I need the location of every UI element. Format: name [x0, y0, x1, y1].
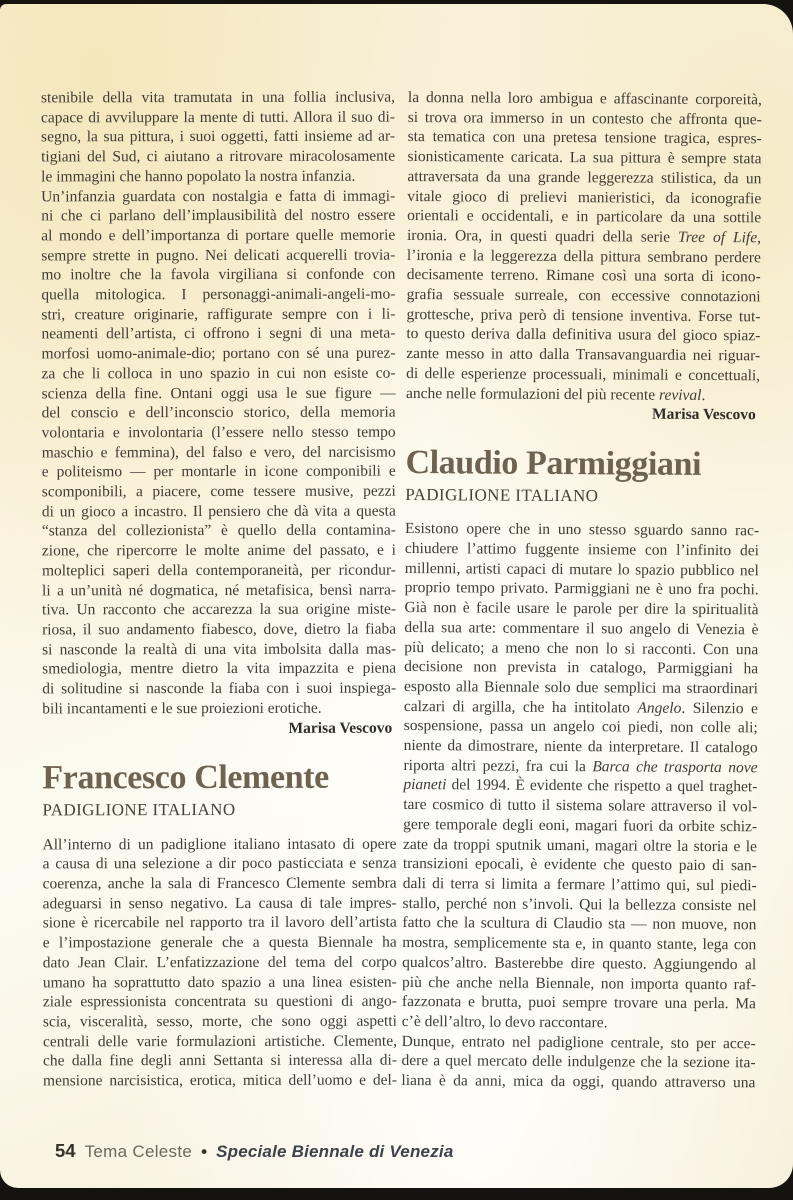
- text-span: esposto alla Biennale solo due semplici ma straordinari: [403, 677, 759, 698]
- text-span: grottesche, priva però di tensione inventiva. Forse tut-: [406, 305, 761, 326]
- text-span: liana è da anni, mica da oggi, quando attraverso una: [401, 1072, 756, 1092]
- text-span: più che anche nella Biennale, non importa quanto raf-: [402, 973, 757, 993]
- text-line: [42, 580, 396, 600]
- italic-text: revival: [658, 386, 702, 404]
- text-span: e l’impostazione generale che a questa Biennale ha: [42, 933, 397, 952]
- text-line: [43, 992, 397, 1012]
- text-span: molteplici saperi della contemporaneità, per ricondur-: [41, 561, 396, 580]
- text-span: riporta altri pezzi, fra cui la: [403, 756, 593, 776]
- text-span: fatto che la scultura di Claudio sta — non muove, non: [402, 914, 757, 934]
- text-line: [407, 226, 761, 248]
- text-span: proprio tempo privato. Parmiggiani ne è uno fra pochi.: [404, 579, 759, 599]
- text-span: mensione narcisistica, erotica, mitica dell’uomo e del-: [43, 1071, 398, 1090]
- text-span: mostra, semplicemente sta e, in quanto stante, lega con: [402, 934, 757, 954]
- text-line: [42, 561, 396, 581]
- text-line: [43, 972, 397, 992]
- text-line: [407, 167, 761, 189]
- text-line: [408, 88, 762, 110]
- text-span: si nasconde la realtà di una vita imbolsita dalla mas-: [42, 640, 397, 659]
- text-span: ziale espressionista concentrata su questioni di ango-: [42, 992, 397, 1011]
- paragraph: [402, 519, 759, 1034]
- text-span: più delicato; a meno che non lo si racconti. Con una: [404, 638, 759, 658]
- text-span: tigiani del Sud, ci aiutano a ritrovare miracolosamente: [41, 147, 396, 166]
- text-line: [407, 206, 761, 228]
- text-span: decisamente terreno. Rimane così una sorta di icono-: [406, 266, 761, 286]
- paragraph: [406, 88, 762, 406]
- article-heading-parmiggiani: Claudio Parmiggiani: [405, 443, 702, 483]
- text-line: [42, 620, 396, 640]
- text-span: coerenza, anche la sala di Francesco Clemente sembra: [42, 874, 397, 893]
- text-span: sta tematica con una pretesa tensione tragica, espres-: [407, 128, 762, 148]
- text-span: orientali e occidentali, e in particolare da una sottile: [407, 207, 762, 227]
- text-line: [406, 344, 760, 366]
- text-line: [41, 285, 395, 305]
- text-span: sione è ricercabile nel rapporto tra il lavoro dell’artista: [42, 914, 397, 932]
- text-line: [403, 775, 757, 797]
- text-line: [401, 1051, 755, 1073]
- text-span: stenibile della vita tramutata in una follia inclusiva,: [40, 88, 395, 107]
- text-line: [403, 756, 757, 778]
- text-span: zate da troppi sputnik umani, magari oltre la storia e le: [402, 835, 758, 855]
- text-span: dato Jean Clair. L’enfatizzazione del tema del corpo: [42, 953, 397, 972]
- magazine-title: Tema Celeste: [84, 1142, 193, 1161]
- text-span: millenni, artisti capaci di mutare lo spazio pubblico nel: [404, 559, 759, 580]
- text-line: [406, 324, 760, 346]
- text-line: [42, 679, 396, 699]
- text-span: quella mitologica. I personaggi-animali-angeli-mo-: [41, 285, 396, 304]
- italic-text: pianeti: [403, 776, 447, 794]
- text-span: scienza della fine. Ontani oggi usa le sue figure —: [41, 384, 396, 402]
- article-subheading: PADIGLIONE ITALIANO: [405, 484, 599, 505]
- text-line: [42, 482, 396, 502]
- text-line: [404, 736, 758, 758]
- text-line: [407, 246, 761, 268]
- text-line: [405, 539, 759, 561]
- text-span: calzari di argilla, che ha intitolato: [403, 697, 638, 717]
- text-span: sospensione, passa un angelo coi piedi, non colle ali;: [403, 717, 758, 737]
- text-line: [403, 894, 757, 916]
- text-span: dali di terra si limita a fermare l’attimo qui, sul piedi-: [402, 874, 757, 895]
- text-span: adeguarsi in senso negativo. La causa di tale impres-: [42, 894, 397, 913]
- text-line: [403, 874, 757, 896]
- text-span: di un gioco a incastro. Il pensiero che dà vita a questa: [41, 502, 396, 521]
- text-line: [407, 265, 761, 287]
- text-span: del 1994. È evidente che rispetto a quel traghet-: [446, 776, 758, 796]
- text-line: [43, 952, 397, 972]
- text-line: [402, 992, 756, 1014]
- paragraph: [41, 186, 396, 719]
- text-line: [43, 1012, 397, 1032]
- text-line: [41, 107, 395, 127]
- text-span: centrali delle varie formulazioni artistiche. Clemente,: [42, 1032, 397, 1050]
- text-span: gere temporale degli eoni, magari fuori da orbite schiz-: [403, 815, 758, 836]
- text-span: qualcos’altro. Basterebbe dire questo. Aggiungendo al: [402, 953, 757, 974]
- text-line: [402, 933, 756, 955]
- text-span: sionisticamente caricata. La sua pittura è sempre stata: [407, 148, 762, 168]
- text-span: Già non è facile usare le parole per dire la spiritualità: [404, 599, 759, 619]
- text-line: [404, 697, 758, 719]
- text-line: [42, 600, 396, 620]
- text-span: mo inoltre che la favola virgiliana si confonde con: [41, 265, 396, 284]
- text-span: bili incantamenti e le sue proiezioni erotiche.: [42, 699, 322, 718]
- text-line: [41, 344, 395, 364]
- text-line: [403, 795, 757, 817]
- text-line: [42, 423, 396, 443]
- text-line: [403, 835, 757, 857]
- text-line: [402, 1012, 756, 1034]
- text-span: sempre strette in pugno. Nei delicati acquerelli trovia-: [41, 246, 396, 264]
- text-line: [404, 677, 758, 699]
- text-span: “stanza del collezionista” è quello della contamina-: [41, 522, 396, 540]
- text-span: decisione non prevista in catalogo, Parmiggiani ha: [404, 658, 759, 678]
- text-line: [403, 854, 757, 876]
- paragraph: [401, 1032, 755, 1093]
- text-span: All’interno di un padiglione italiano intasato di opere: [42, 835, 397, 853]
- paragraph: [41, 88, 395, 187]
- text-line: [41, 147, 395, 167]
- text-line: [42, 363, 396, 383]
- text-span: morfosi uomo-animale-dio; portano con sé una purez-: [41, 344, 396, 363]
- text-span: di solitudine si nasconde la fiaba con i suoi inspiega-: [42, 679, 397, 698]
- article-heading-clemente: Francesco Clemente: [42, 758, 329, 797]
- text-span: riosa, il suo andamento fiabesco, dove, dietro la fiaba: [42, 620, 397, 639]
- text-span: scia, visceralità, sesso, morte, che sono oggi aspetti: [42, 1012, 397, 1031]
- text-line: [403, 815, 757, 837]
- text-span: stallo, perché non s’involi. Qui la bellezza consiste nel: [402, 894, 757, 915]
- text-line: [42, 639, 396, 659]
- magazine-page: [0, 4, 793, 1188]
- text-span: transizioni epocali, è evidente che questo paio di san-: [402, 855, 757, 875]
- italic-text: Barca che trasporta nove: [592, 758, 758, 777]
- text-span: li a un’unità né dogmatica, né metafisica, bensì narra-: [41, 581, 397, 599]
- text-span: to questo deriva dalla definitiva usura del gioco spiaz-: [406, 325, 761, 345]
- text-line: [43, 1051, 397, 1071]
- column-right: [401, 88, 762, 1093]
- text-span: stri, creature originarie, raffigurate sempre con i li-: [41, 305, 396, 324]
- text-span: . Silenzio e: [681, 699, 758, 718]
- text-line: [404, 657, 758, 679]
- text-line: [41, 265, 395, 285]
- text-span: si trova ora immerso in un contesto che affronta que-: [407, 108, 762, 129]
- text-line: [41, 245, 395, 265]
- text-span: maschio e femmina), del falso e vero, del narcisismo: [41, 443, 396, 462]
- text-span: a causa di una selezione a dir poco pasticciata e senza: [42, 854, 397, 873]
- text-span: scomponibili, a piacere, come tessere musive, pezzi: [41, 482, 396, 501]
- text-span: tiva. Un racconto che accarezza la sua origine miste-: [42, 600, 397, 619]
- article-subheading: PADIGLIONE ITALIANO: [42, 799, 236, 820]
- text-line: [41, 304, 395, 324]
- text-line: [407, 147, 761, 169]
- text-span: umano ha soprattutto dato spazio a una linea esisten-: [42, 973, 397, 991]
- text-span: grafia sessuale surreale, con eccessive connotazioni: [406, 286, 761, 306]
- text-line: [41, 88, 395, 108]
- text-line: [406, 364, 760, 386]
- text-line: [41, 166, 395, 186]
- text-span: di delle esperienze processuali, minimali e concettuali,: [406, 364, 761, 385]
- text-line: [405, 519, 759, 541]
- text-span: Esistono opere che in uno stesso sguardo sanno rac-: [405, 520, 760, 540]
- text-line: [43, 933, 397, 953]
- text-span: neamenti dell’artista, ci offrono i segni di una meta-: [41, 325, 396, 343]
- text-span: capace di avviluppare la mente di tutti. Allora il suo di-: [40, 108, 396, 127]
- text-line: [404, 598, 758, 620]
- text-line: [42, 541, 396, 561]
- text-line: [402, 1032, 756, 1054]
- text-line: [43, 874, 397, 894]
- text-span: che dalla fine degli anni Settanta si interessa alla di-: [42, 1051, 398, 1070]
- text-line: [43, 1071, 397, 1091]
- text-span: Un’infanzia guardata con nostalgia e fatta di immagi-: [41, 187, 396, 205]
- text-line: [402, 953, 756, 975]
- text-span: fazzonata e brutta, puoi sempre trovare una perla. Ma: [401, 993, 756, 1013]
- text-span: vitale gioco di prelievi manieristici, da iconografie: [407, 187, 762, 207]
- text-span: zione, che ripercorre le molte anime del passato, e i: [41, 541, 396, 560]
- text-line: [43, 913, 397, 933]
- text-line: [41, 206, 395, 226]
- text-span: ,: [757, 229, 762, 247]
- text-line: [43, 834, 397, 854]
- bullet-separator: •: [201, 1142, 208, 1161]
- text-line: [42, 698, 396, 718]
- text-line: [404, 638, 758, 660]
- text-span: e politeismo — per montarle in icone componibili e: [41, 462, 396, 481]
- text-line: [404, 716, 758, 738]
- italic-text: Tree of Life: [677, 228, 758, 247]
- paragraph: [43, 834, 398, 1091]
- section-title: Speciale Biennale di Venezia: [216, 1142, 454, 1161]
- text-line: [408, 108, 762, 130]
- text-span: al mondo e dell’importanza di portare quelle memorie: [41, 226, 396, 245]
- text-line: [43, 854, 397, 874]
- text-span: ironia. Ora, in questi quadri della serie: [406, 226, 679, 246]
- text-line: [41, 127, 395, 147]
- text-line: [42, 659, 396, 679]
- text-span: niente da dimostrare, niente da interpretare. Il catalogo: [403, 737, 758, 757]
- text-line: [42, 403, 396, 423]
- text-line: [408, 127, 762, 149]
- text-span: segno, la sua pittura, i suoi oggetti, fatti insieme ad ar-: [41, 128, 396, 146]
- text-line: [42, 383, 396, 403]
- text-line: [42, 501, 396, 521]
- text-line: [41, 226, 395, 246]
- page-number: 54: [55, 1140, 76, 1161]
- text-span: attraversata da una grande leggerezza stilistica, da un: [407, 167, 762, 188]
- text-line: [405, 559, 759, 581]
- text-span: zante messo in atto dalla Transavanguardia nei riguar-: [406, 345, 761, 365]
- text-span: Dunque, entrato nel padiglione centrale, sto per acce-: [401, 1032, 756, 1052]
- author-byline: Marisa Vescovo: [652, 405, 756, 424]
- text-line: [41, 324, 395, 344]
- text-line: [42, 462, 396, 482]
- text-line: [406, 305, 760, 327]
- text-span: volontaria e involontaria (l’essere nello stesso tempo: [41, 423, 396, 442]
- text-line: [405, 578, 759, 600]
- text-span: chiudere l’attimo fuggente insieme con l’infinito dei: [404, 540, 759, 560]
- text-line: [404, 618, 758, 640]
- text-span: ni che ci parlano dell’implausibilità del nostro essere: [41, 206, 396, 225]
- text-line: [401, 1071, 755, 1093]
- text-span: anche nelle formulazioni del più recente: [405, 384, 660, 404]
- text-line: [43, 893, 397, 913]
- text-span: del conscio e dell’inconscio storico, della memoria: [41, 403, 396, 422]
- text-line: [43, 1031, 397, 1051]
- column-left: [41, 88, 397, 1091]
- text-span: della sua arte: commentare il suo angelo di Venezia è: [404, 618, 759, 639]
- text-span: dere a quel mercato delle indulgenze che la sezione ita-: [401, 1052, 756, 1072]
- text-span: za che li colloca in uno spazio in cui non esiste co-: [41, 364, 396, 383]
- text-span: l’ironia e la leggerezza della pittura sembrano perdere: [406, 246, 761, 266]
- text-line: [407, 187, 761, 209]
- text-line: [42, 521, 396, 541]
- text-line: [42, 442, 396, 462]
- page-footer: [55, 1140, 453, 1162]
- text-span: tare cosmico di tutto il sistema solare attraverso il vol-: [403, 796, 758, 816]
- text-line: [406, 384, 760, 406]
- author-byline: Marisa Vescovo: [288, 719, 393, 737]
- text-line: [407, 285, 761, 307]
- text-span: .: [701, 386, 706, 404]
- text-line: [402, 913, 756, 935]
- text-span: le immagini che hanno popolato la nostra infanzia.: [41, 167, 356, 186]
- text-span: la donna nella loro ambigua e affascinante corporeità,: [407, 88, 762, 109]
- text-line: [41, 186, 395, 206]
- italic-text: Angelo: [637, 699, 682, 717]
- text-span: c’è dell’altro, lo devo raccontare.: [401, 1012, 608, 1032]
- text-line: [402, 972, 756, 994]
- text-span: smediologia, mentre dietro la vita impazzita e piena: [42, 660, 397, 678]
